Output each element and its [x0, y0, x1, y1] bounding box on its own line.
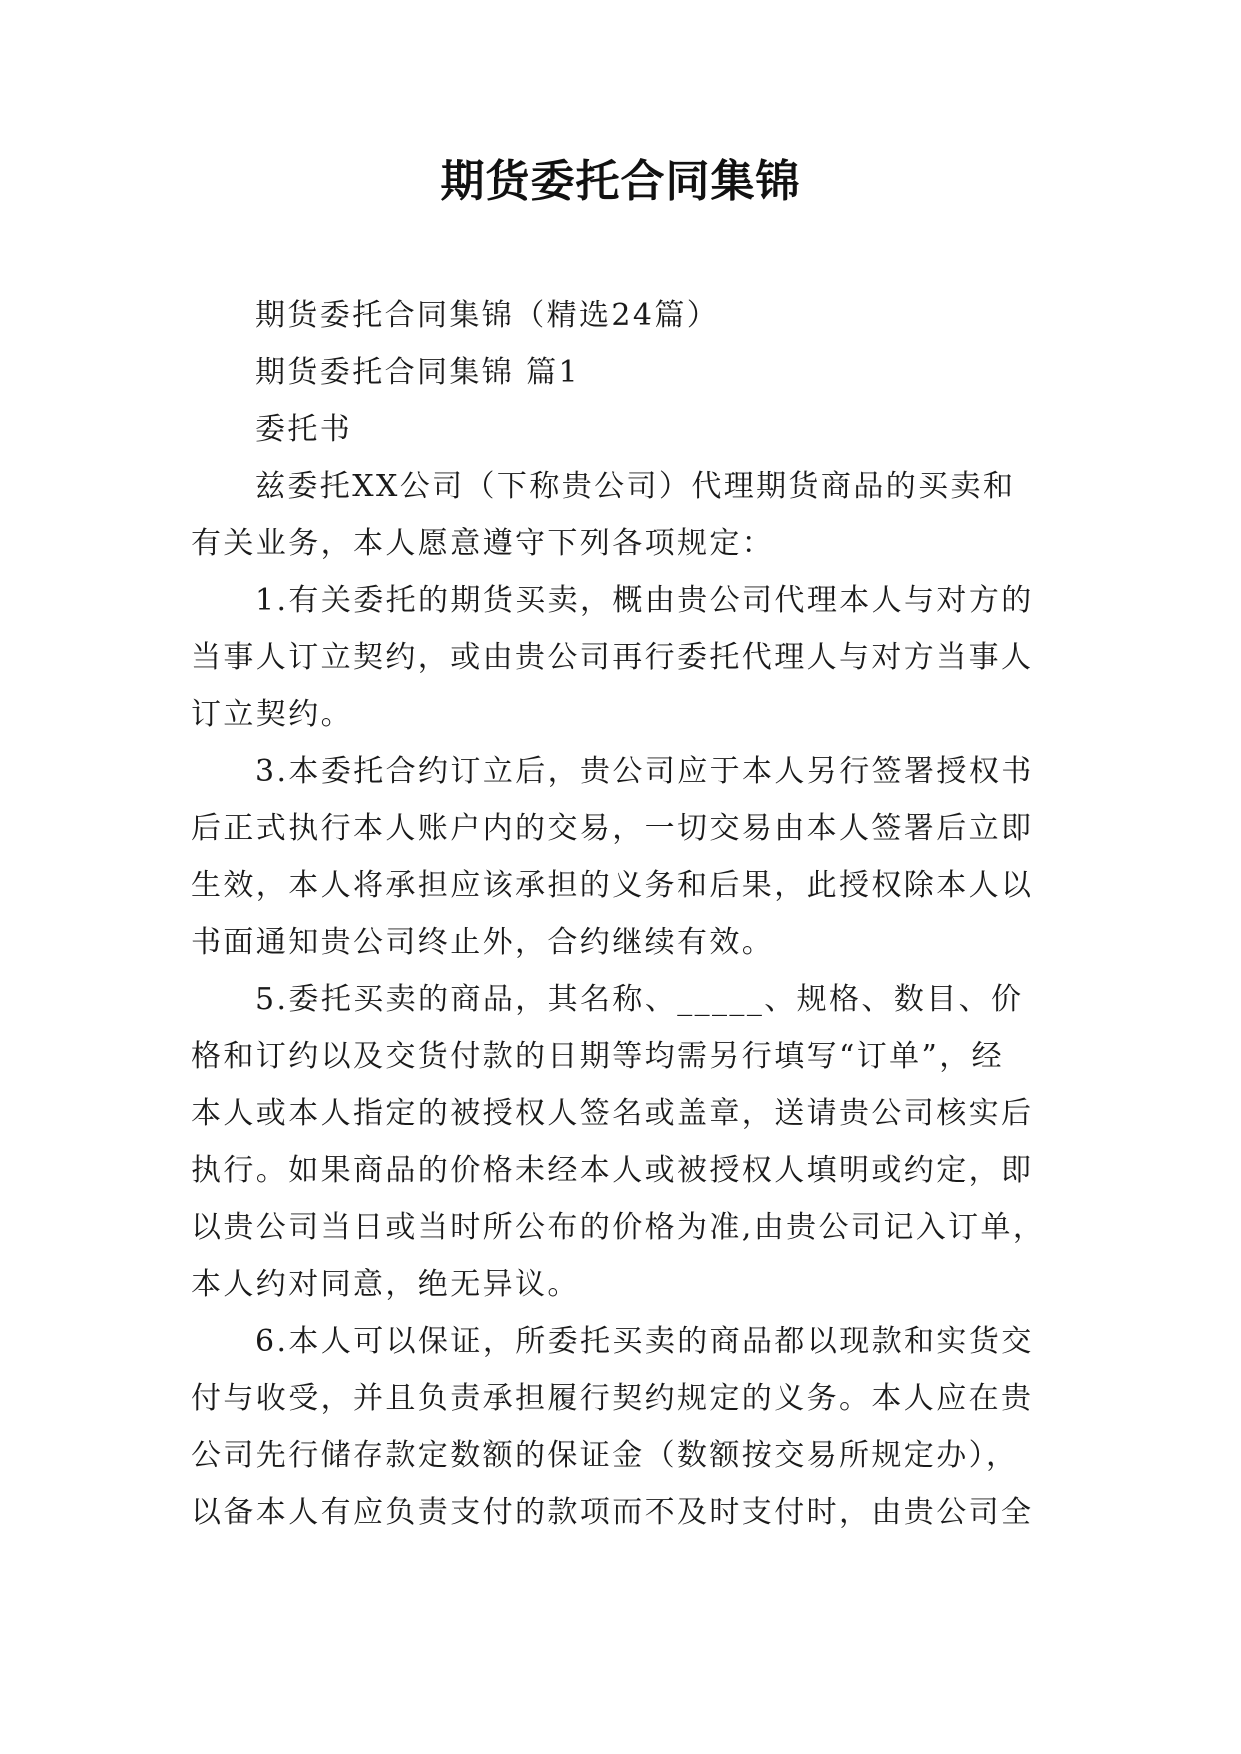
- paragraph-line: 订立契约。: [191, 697, 353, 732]
- document-body: [191, 287, 1051, 1541]
- paragraph-line: 5.委托买卖的商品，其名称、_____、规格、数目、价: [255, 982, 1024, 1017]
- paragraph-line: 期货委托合同集锦（精选24篇）: [255, 298, 720, 333]
- paragraph-line: 书面通知贵公司终止外，合约继续有效。: [191, 925, 775, 960]
- paragraph-line: 3.本委托合约订立后，贵公司应于本人另行签署授权书: [255, 754, 1034, 789]
- paragraph-line: 格和订约以及交货付款的日期等均需另行填写“订单”，经: [191, 1039, 1005, 1074]
- paragraph-line: 本人或本人指定的被授权人签名或盖章，送请贵公司核实后: [191, 1096, 1034, 1131]
- paragraph-line: 有关业务，本人愿意遵守下列各项规定：: [191, 526, 775, 561]
- paragraph-line: 以贵公司当日或当时所公布的价格为准,由贵公司记入订单，: [191, 1210, 1046, 1245]
- paragraph-line: 当事人订立契约，或由贵公司再行委托代理人与对方当事人: [191, 640, 1034, 675]
- paragraph-line: 6.本人可以保证，所委托买卖的商品都以现款和实货交: [255, 1324, 1034, 1359]
- paragraph-line: 本人约对同意，绝无异议。: [191, 1267, 580, 1302]
- paragraph-line: 1.有关委托的期货买卖，概由贵公司代理本人与对方的: [255, 583, 1034, 618]
- document-title: 期货委托合同集锦: [440, 156, 801, 207]
- paragraph-line: 委托书: [255, 412, 353, 447]
- paragraph-line: 公司先行储存款定数额的保证金（数额按交易所规定办），: [191, 1438, 1019, 1473]
- paragraph-line: 执行。如果商品的价格未经本人或被授权人填明或约定，即: [191, 1153, 1034, 1188]
- paragraph-line: 后正式执行本人账户内的交易，一切交易由本人签署后立即: [191, 811, 1034, 846]
- paragraph-line: 期货委托合同集锦 篇1: [255, 355, 581, 390]
- paragraph-line: 兹委托XX公司（下称贵公司）代理期货商品的买卖和: [255, 469, 1016, 504]
- paragraph-line: 以备本人有应负责支付的款项而不及时支付时，由贵公司全: [191, 1495, 1034, 1530]
- paragraph-line: 生效，本人将承担应该承担的义务和后果，此授权除本人以: [191, 868, 1034, 903]
- paragraph-line: 付与收受，并且负责承担履行契约规定的义务。本人应在贵: [191, 1381, 1034, 1416]
